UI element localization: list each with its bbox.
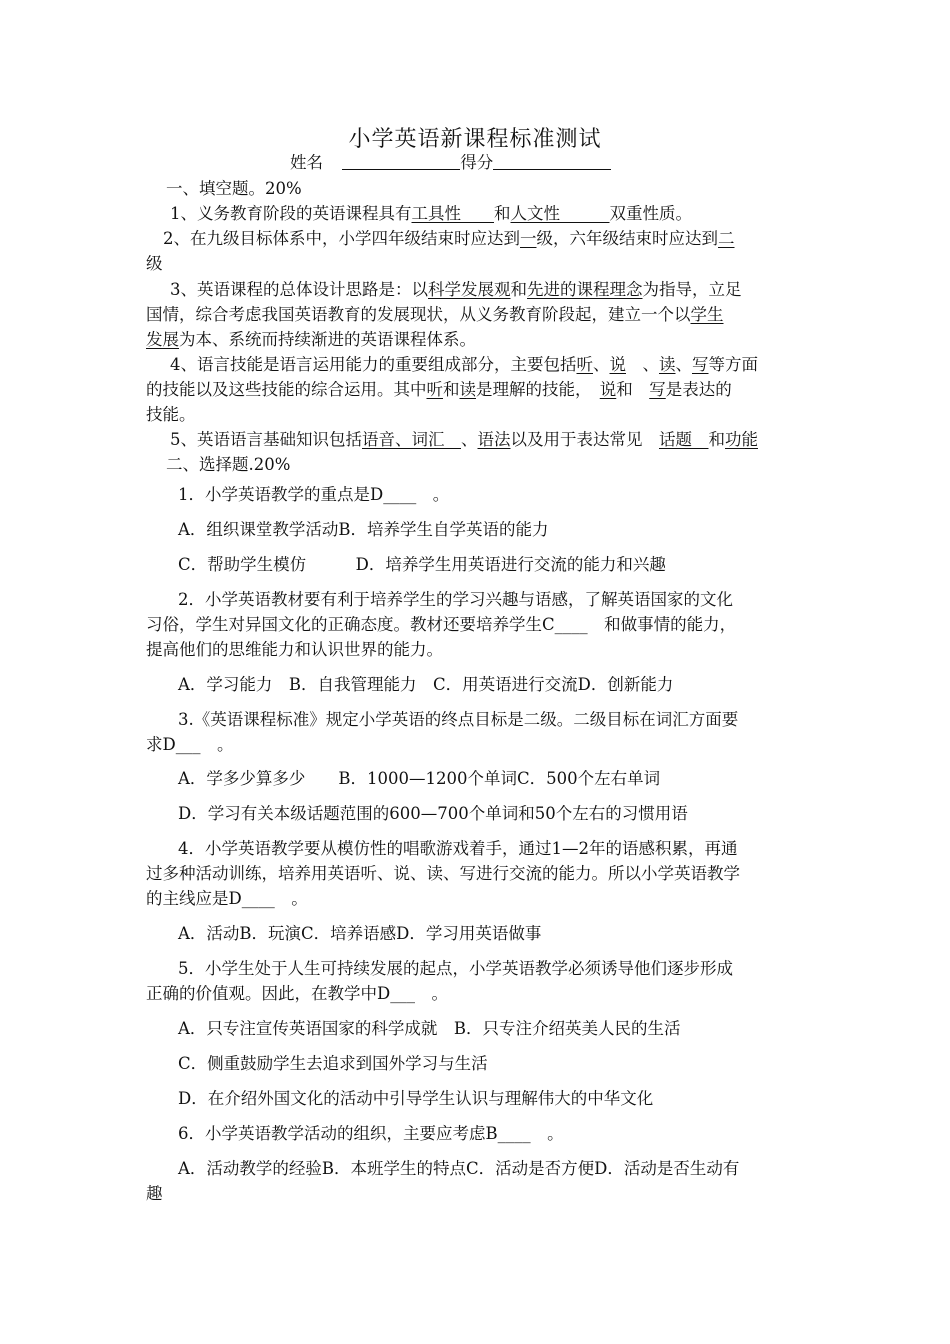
section2-heading: 二、选择题.20% [166, 455, 291, 474]
fill-question-3-cont2: 发展为本、系统而持续渐进的英语课程体系。 [146, 330, 476, 349]
fill-question-4-cont2: 技能。 [146, 405, 196, 424]
mc-line: A．学多少算多少 B．1000—1200个单词C．500个左右单词 [178, 769, 661, 788]
mc-line: A．组织课堂教学活动B．培养学生自学英语的能力 [178, 520, 549, 539]
mc-line: 正确的价值观。因此，在教学中D___ 。 [146, 984, 448, 1003]
answer-text: 人文性 [510, 204, 560, 223]
fill-question-3-cont: 国情，综合考虑我国英语教育的发展现状，从义务教育阶段起，建立一个以学生 [146, 305, 724, 324]
mc-line: A．活动B．玩演C．培养语感D．学习用英语做事 [178, 924, 542, 943]
fill-question-2-cont: 级 [146, 254, 163, 273]
mc-line: 2．小学英语教材要有利于培养学生的学习兴趣与语感，了解英语国家的文化 [178, 590, 733, 609]
mc-line: 趣 [146, 1184, 163, 1203]
mc-line: C．帮助学生模仿 D．培养学生用英语进行交流的能力和兴趣 [178, 555, 666, 574]
mc-line: 求D___ 。 [146, 735, 234, 754]
fill-question-4-cont: 的技能以及这些技能的综合运用。其中听和读是理解的技能， 说和 写是表达的 [146, 380, 732, 399]
mc-line: D．学习有关本级话题范围的600—700个单词和50个左右的习惯用语 [178, 804, 688, 823]
mc-line: A．只专注宣传英语国家的科学成就 B．只专注介绍英美人民的生活 [178, 1019, 681, 1038]
fill-question-5: 5、英语语言基础知识包括语音、词汇 、语法以及用于表达常见 话题 和功能 [170, 430, 758, 449]
mc-line: 1．小学英语教学的重点是D____ 。 [178, 485, 450, 504]
mc-line: 4．小学英语教学要从模仿性的唱歌游戏着手，通过1—2年的语感积累，再通 [178, 839, 738, 858]
answer-text: 发展 [146, 330, 179, 349]
mc-line: 提高他们的思维能力和认识世界的能力。 [146, 640, 443, 659]
fill-question-3: 3、英语课程的总体设计思路是：以科学发展观和先进的课程理念为指导，立足 [170, 280, 742, 299]
score-label: 得分 [460, 153, 494, 172]
mc-line: 6．小学英语教学活动的组织，主要应考虑B____ 。 [178, 1124, 564, 1143]
fill-question-4: 4、语言技能是语言运用能力的重要组成部分，主要包括听、说 、读、写等方面 [170, 355, 758, 374]
mc-line: A．活动教学的经验B．本班学生的特点C．活动是否方便D．活动是否生动有 [178, 1159, 740, 1178]
section1-heading: 一、填空题。20% [166, 179, 302, 198]
page-title: 小学英语新课程标准测试 [348, 127, 602, 152]
mc-line: C．侧重鼓励学生去追求到国外学习与生活 [178, 1054, 488, 1073]
mc-line: 的主线应是D____ 。 [146, 889, 308, 908]
mc-line: 3.《英语课程标准》规定小学英语的终点目标是二级。二级目标在词汇方面要 [178, 710, 739, 729]
mc-line: 5．小学生处于人生可持续发展的起点，小学英语教学必须诱导他们逐步形成 [178, 959, 733, 978]
answer-text: 一 [520, 229, 537, 248]
answer-text: 先进的课程理念 [527, 280, 643, 299]
name-label: 姓名 [290, 153, 323, 172]
fill-question-1: 1、义务教育阶段的英语课程具有工具性 和人文性 双重性质。 [170, 204, 692, 223]
answer-text: 二 [718, 229, 735, 248]
fill-question-2: 2、在九级目标体系中，小学四年级结束时应达到一级，六年级结束时应达到二 [163, 229, 735, 248]
mc-line: A．学习能力 B．自我管理能力 C．用英语进行交流D．创新能力 [178, 675, 674, 694]
mc-line: D．在介绍外国文化的活动中引导学生认识与理解伟大的中华文化 [178, 1089, 654, 1108]
mc-line: 过多种活动训练，培养用英语听、说、读、写进行交流的能力。所以小学英语教学 [146, 864, 740, 883]
score-blank[interactable] [493, 153, 611, 170]
name-blank[interactable] [342, 153, 460, 170]
answer-text: 学生 [690, 305, 724, 324]
name-score-row [290, 150, 950, 175]
answer-text: 工具性 [411, 204, 461, 223]
answer-text: 科学发展观 [428, 280, 511, 299]
mc-line: 习俗，学生对异国文化的正确态度。教材还要培养学生C____ 和做事情的能力， [146, 615, 737, 634]
